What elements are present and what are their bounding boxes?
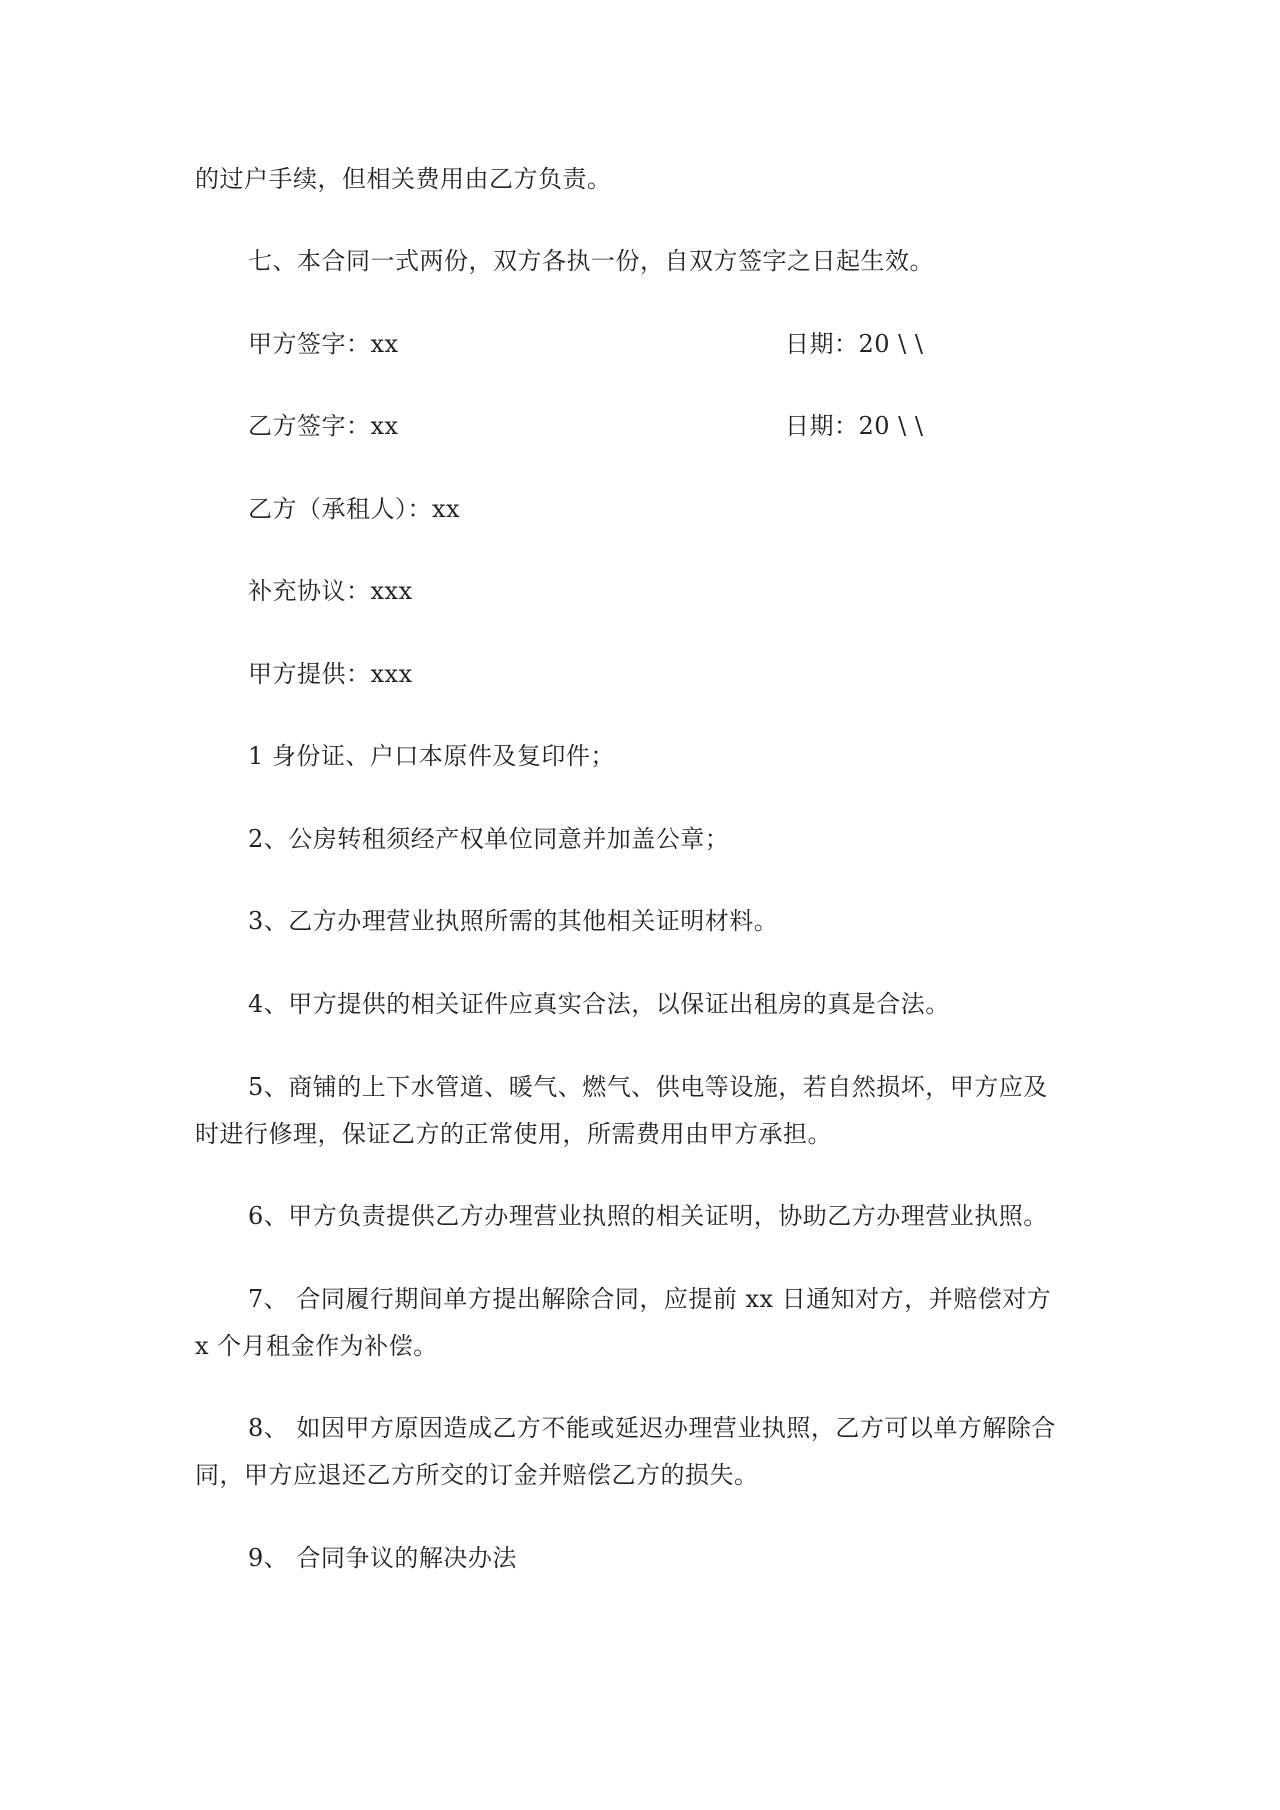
list-item: 8、 如因甲方原因造成乙方不能或延迟办理营业执照，乙方可以单方解除合 [248,1414,1056,1442]
party-a-signature: 甲方签字：xx [248,330,399,358]
party-a-provides-line: 甲方提供：xxx [248,660,413,688]
party-b-signature: 乙方签字：xx [248,412,399,440]
paragraph-line: 的过户手续，但相关费用由乙方负责。 [195,165,612,193]
list-item: 6、甲方负责提供乙方办理营业执照的相关证明，协助乙方办理营业执照。 [248,1202,1048,1230]
list-item-continuation: 同，甲方应退还乙方所交的订金并赔偿乙方的损失。 [195,1461,759,1489]
list-item: 1 身份证、户口本原件及复印件； [248,742,615,770]
list-item-continuation: 时进行修理，保证乙方的正常使用，所需费用由甲方承担。 [195,1120,832,1148]
party-b-date: 日期：20 \ \ [785,412,924,440]
party-a-date: 日期：20 \ \ [785,330,924,358]
list-item: 4、甲方提供的相关证件应真实合法，以保证出租房的真是合法。 [248,990,950,1018]
list-item: 3、乙方办理营业执照所需的其他相关证明材料。 [248,907,779,935]
list-item: 9、 合同争议的解决办法 [248,1544,517,1572]
list-item: 7、 合同履行期间单方提出解除合同，应提前 xx 日通知对方，并赔偿对方 [248,1285,1052,1313]
clause-7-effective: 七、本合同一式两份，双方各执一份，自双方签字之日起生效。 [248,247,934,275]
tenant-line: 乙方（承租人）：xx [248,495,461,523]
list-item-continuation: x 个月租金作为补偿。 [195,1332,438,1360]
list-item: 2、公房转租须经产权单位同意并加盖公章； [248,825,730,853]
list-item: 5、商铺的上下水管道、暖气、燃气、供电等设施，若自然损坏，甲方应及 [248,1073,1048,1101]
supplementary-agreement-line: 补充协议：xxx [248,577,413,605]
